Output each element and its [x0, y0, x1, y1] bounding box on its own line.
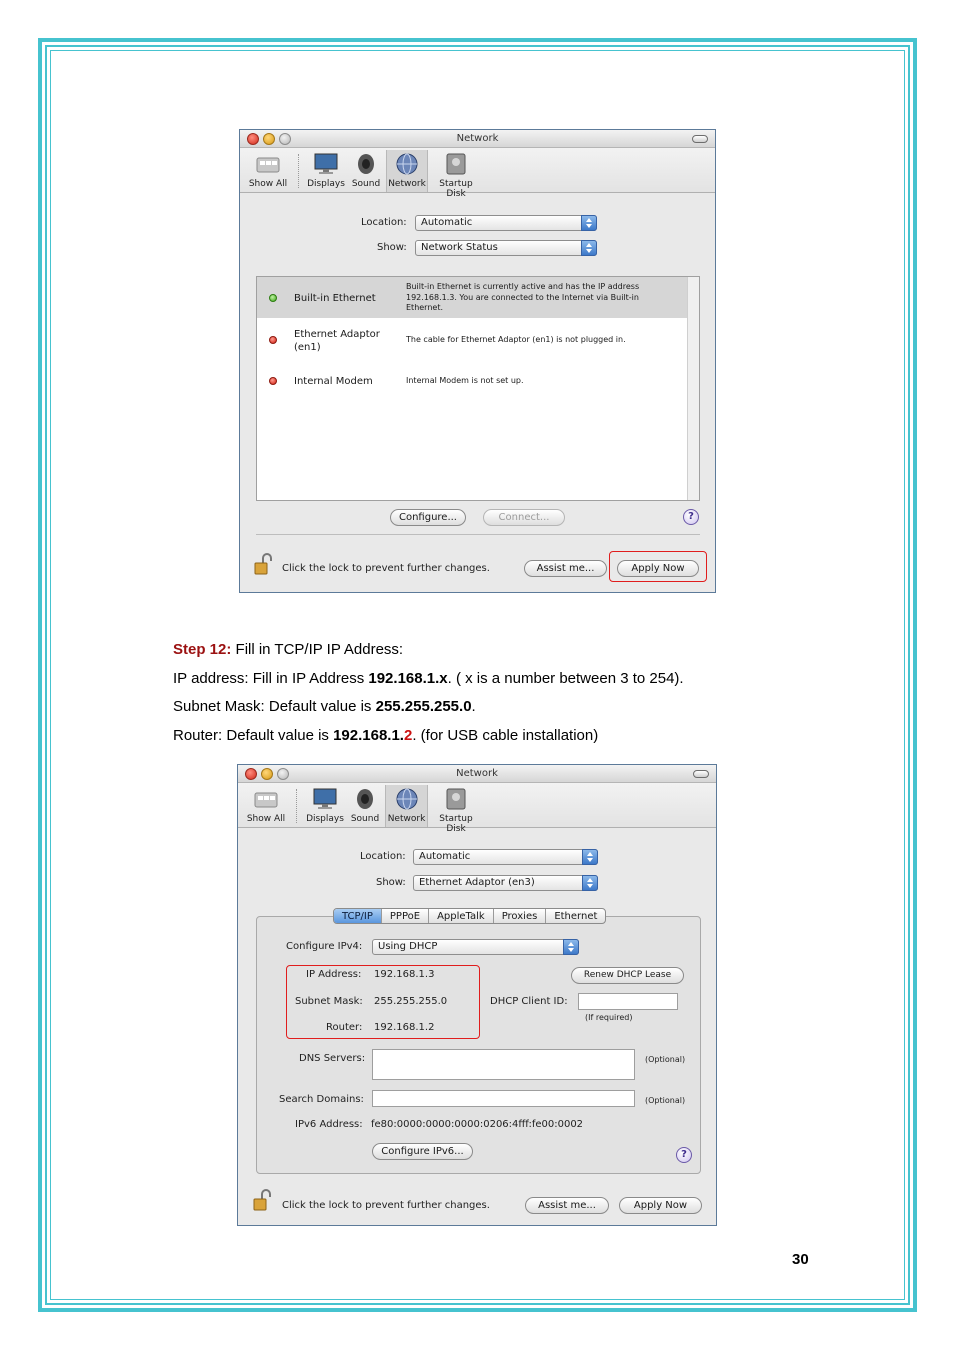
title-bar [238, 765, 716, 783]
port-description-line: 192.168.1.3. You are connected to the Internet via Built-in [406, 292, 639, 302]
toolbar-startup-disk-label: Startup Disk [439, 814, 473, 834]
step-text: Fill in TCP/IP IP Address: [231, 641, 404, 658]
show-value: Network Status [421, 242, 498, 253]
location-value: Automatic [419, 851, 471, 862]
ip-address-label: IP Address: [306, 969, 362, 980]
toolbar-displays[interactable] [306, 150, 346, 192]
dhcp-client-id-field[interactable] [578, 993, 678, 1010]
port-description-line: Built-in Ethernet is currently active and has the IP address [406, 282, 640, 291]
network-window-tcpip [237, 764, 717, 1226]
configure-ipv4-label: Configure IPv4: [286, 941, 363, 952]
globe-icon [394, 787, 420, 811]
popup-arrows-icon [581, 240, 597, 256]
ipv6-address-value: fe80:0000:0000:0000:0206:4fff:fe00:0002 [371, 1119, 584, 1130]
toolbar-show-all[interactable] [246, 150, 290, 192]
help-icon[interactable]: ? [683, 509, 699, 525]
tab-tcpip[interactable]: TCP/IP [334, 909, 382, 923]
ip-instruction [173, 670, 684, 687]
toolbar-sound[interactable] [348, 150, 384, 192]
show-all-icon [253, 787, 279, 811]
port-name [294, 328, 380, 354]
subnet-mask-label: Subnet Mask: [295, 996, 363, 1007]
configure-button[interactable]: Configure... [390, 509, 466, 526]
ip-settings-highlight [286, 965, 480, 1039]
list-item[interactable] [257, 277, 687, 318]
toolbar-toggle-icon[interactable] [692, 135, 708, 143]
status-active-icon [269, 294, 277, 302]
tab-appletalk[interactable]: AppleTalk [429, 909, 494, 923]
router-instruction [173, 727, 598, 744]
show-all-icon [255, 152, 281, 176]
search-domains-field[interactable] [372, 1090, 635, 1107]
toolbar-displays-label: Displays [307, 179, 345, 189]
router-value: 192.168.1.2 [374, 1022, 435, 1033]
show-label: Show: [377, 242, 407, 253]
ip-address-value: 192.168.1.3 [374, 969, 435, 980]
network-status-list [256, 276, 700, 501]
lock-icon[interactable] [254, 553, 272, 575]
dhcp-client-id-label: DHCP Client ID: [490, 996, 568, 1007]
window-title: Network [456, 133, 499, 144]
page-number: 30 [792, 1251, 809, 1268]
configure-ipv4-select[interactable] [372, 939, 579, 955]
popup-arrows-icon [582, 849, 598, 865]
show-label: Show: [376, 877, 406, 888]
title-bar [240, 130, 715, 148]
router-instruction-value: 192.168.1. [333, 727, 404, 744]
port-description: The cable for Ethernet Adaptor (en1) is not plugged in. [406, 335, 626, 344]
connect-button[interactable]: Connect... [483, 509, 565, 526]
assist-me-button[interactable]: Assist me... [524, 560, 607, 577]
speaker-icon [353, 152, 379, 176]
popup-arrows-icon [582, 875, 598, 891]
tab-proxies[interactable]: Proxies [494, 909, 547, 923]
search-domains-label: Search Domains: [279, 1094, 364, 1105]
tab-bar [333, 908, 606, 924]
lock-text: Click the lock to prevent further changes. [282, 563, 490, 574]
renew-dhcp-lease-button[interactable]: Renew DHCP Lease [571, 967, 684, 984]
toolbar-startup-disk-label: Startup Disk [439, 179, 473, 199]
port-name: Built-in Ethernet [294, 293, 376, 304]
dns-servers-field[interactable] [372, 1049, 635, 1080]
port-description-line: Ethernet. [406, 303, 444, 312]
help-icon[interactable]: ? [676, 1147, 692, 1163]
tab-pppoe[interactable]: PPPoE [382, 909, 429, 923]
toolbar-displays[interactable] [305, 785, 345, 827]
globe-icon [394, 152, 420, 176]
apply-now-highlight [609, 551, 707, 582]
port-description: Internal Modem is not set up. [406, 376, 524, 385]
if-required-note: (If required) [585, 1013, 633, 1022]
divider [256, 534, 700, 535]
configure-ipv4-value: Using DHCP [378, 941, 438, 952]
list-item[interactable] [257, 370, 687, 392]
toolbar-separator [298, 154, 299, 188]
list-scrollbar[interactable] [687, 277, 699, 500]
displays-icon [312, 787, 338, 811]
apply-now-button[interactable]: Apply Now [617, 560, 699, 577]
toolbar-startup-disk[interactable] [430, 785, 482, 834]
search-optional-note: (Optional) [645, 1096, 686, 1105]
status-inactive-icon [269, 377, 277, 385]
lock-icon[interactable] [253, 1189, 271, 1211]
port-name-line: (en1) [294, 342, 321, 353]
dns-servers-label: DNS Servers: [299, 1053, 366, 1064]
speaker-icon [352, 787, 378, 811]
toolbar-displays-label: Displays [306, 814, 344, 824]
toolbar-network[interactable] [385, 785, 428, 827]
toolbar-sound[interactable] [347, 785, 383, 827]
lock-text: Click the lock to prevent further changes. [282, 1200, 490, 1211]
toolbar [240, 148, 715, 199]
mask-instruction-prefix: Subnet Mask: Default value is [173, 698, 376, 715]
popup-arrows-icon [581, 215, 597, 231]
location-select[interactable] [413, 849, 598, 865]
location-value: Automatic [421, 217, 473, 228]
router-instruction-suffix: . (for USB cable installation) [412, 727, 599, 744]
router-instruction-prefix: Router: Default value is [173, 727, 334, 744]
ip-instruction-value: 192.168.1.x [368, 670, 448, 687]
port-name: Internal Modem [294, 376, 373, 387]
location-label: Location: [360, 851, 406, 862]
popup-arrows-icon [563, 939, 579, 955]
ip-instruction-suffix: . ( x is a number between 3 to 254). [447, 670, 684, 687]
toolbar-network[interactable] [386, 150, 428, 192]
location-select[interactable] [415, 215, 597, 231]
show-select[interactable] [415, 240, 597, 256]
ip-instruction-prefix: IP address: Fill in IP Address [173, 670, 369, 687]
toolbar-show-all-label: Show All [246, 814, 286, 824]
window-title: Network [456, 768, 498, 779]
toolbar-toggle-icon[interactable] [693, 770, 709, 778]
step-label: Step 12: [173, 641, 232, 658]
displays-icon [313, 152, 339, 176]
router-instruction-value-highlight: 2 [403, 727, 413, 744]
toolbar-startup-disk[interactable] [430, 150, 482, 199]
mask-instruction [173, 698, 476, 715]
toolbar [238, 783, 716, 834]
toolbar-sound-label: Sound [350, 814, 380, 824]
assist-me-button[interactable]: Assist me... [525, 1197, 609, 1214]
port-description [406, 282, 639, 314]
toolbar-sound-label: Sound [351, 179, 381, 189]
tab-ethernet[interactable]: Ethernet [554, 911, 598, 922]
toolbar-show-all[interactable] [244, 785, 288, 827]
toolbar-network-label: Network [388, 179, 426, 189]
subnet-mask-value: 255.255.255.0 [374, 996, 448, 1007]
toolbar-separator [296, 789, 297, 823]
mask-instruction-value: 255.255.255.0 [375, 698, 472, 715]
step-heading [173, 641, 403, 658]
status-inactive-icon [269, 336, 277, 344]
show-value: Ethernet Adaptor (en3) [419, 877, 535, 888]
apply-now-button[interactable]: Apply Now [619, 1197, 702, 1214]
show-select[interactable] [413, 875, 598, 891]
router-label: Router: [326, 1022, 363, 1033]
toolbar-show-all-label: Show All [248, 179, 288, 189]
ipv6-address-label: IPv6 Address: [295, 1119, 363, 1130]
startup-disk-icon [443, 152, 469, 176]
dns-optional-note: (Optional) [645, 1055, 686, 1064]
list-item[interactable] [257, 321, 687, 361]
network-window-status [239, 129, 716, 593]
mask-instruction-suffix: . [471, 698, 476, 715]
port-name-line: Ethernet Adaptor [294, 329, 380, 340]
toolbar-network-label: Network [387, 814, 426, 824]
location-label: Location: [361, 217, 407, 228]
startup-disk-icon [443, 787, 469, 811]
configure-ipv6-button[interactable]: Configure IPv6... [372, 1143, 473, 1160]
